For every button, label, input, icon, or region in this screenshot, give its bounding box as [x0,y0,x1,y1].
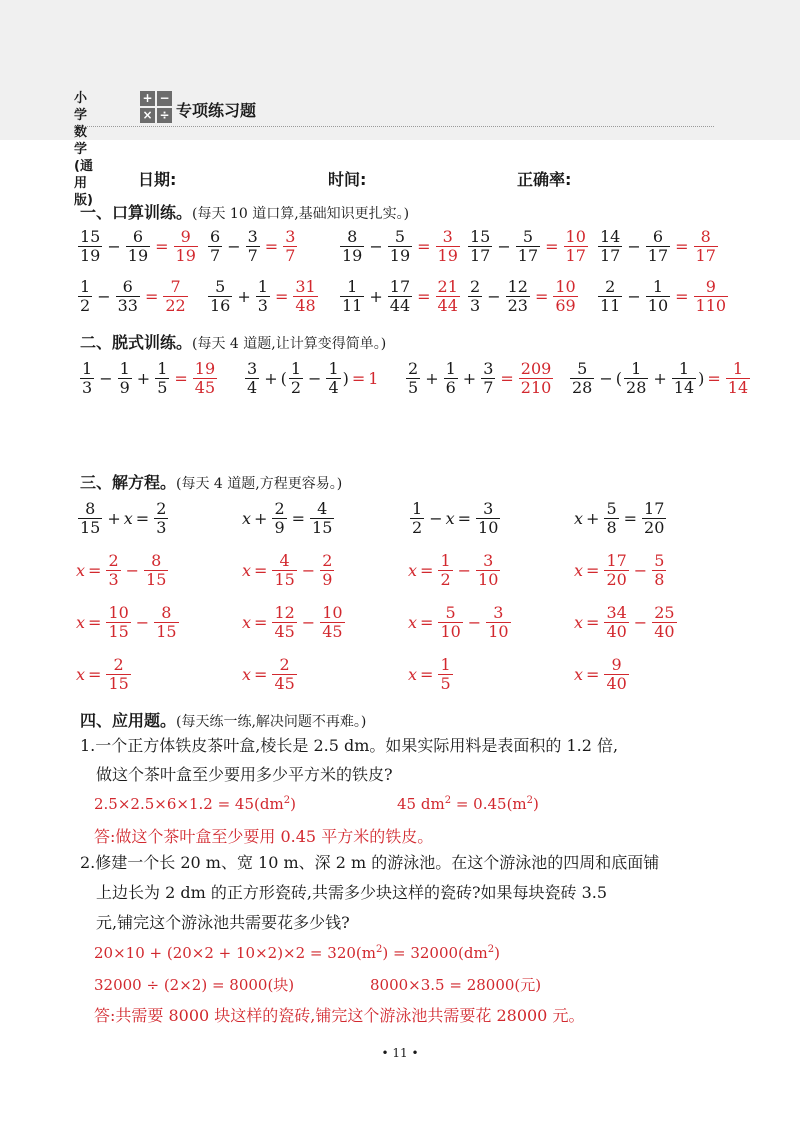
equation-step: x = $\frac{4}{15}$ − $\frac{2}{9}$ [242,551,333,589]
minus-icon: − [157,91,172,106]
answer: $\frac{9}{110}$ [695,277,727,315]
equation-step: x = $\frac{10}{15}$ − $\frac{8}{15}$ [76,603,177,641]
fraction: $\frac{10}{15}$ [108,603,129,641]
equation-step: x = $\frac{5}{10}$ − $\frac{3}{10}$ [408,603,509,641]
operator-icon-grid [140,91,172,123]
fraction: $\frac{1}{2}$ [440,551,451,589]
fraction: $\frac{5}{19}$ [389,227,411,265]
answer: $\frac{31}{48}$ [295,277,316,315]
header-title: 专项练习题 [176,101,257,120]
equation-step: x = $\frac{2}{15}$ [76,655,129,693]
fraction: $\frac{2}{3}$ [470,277,481,315]
answer: $\frac{3}{19}$ [437,227,458,265]
question-2-line-3: 元,铺完这个游泳池共需要花多少钱? [96,913,350,932]
oral-calc-item: $\frac{5}{16}$ + $\frac{1}{3}$ = $\frac{31}{48}$ [210,277,316,315]
fraction: $\frac{6}{7}$ [210,227,221,265]
oral-calc-item: $\frac{2}{11}$ − $\frac{1}{10}$ = $\frac{9}{110}$ [600,277,727,315]
fraction: $\frac{3}{10}$ [478,499,499,537]
fraction: $\frac{17}{20}$ [644,499,665,537]
fraction: $\frac{34}{40}$ [606,603,627,641]
fraction: $\frac{17}{44}$ [389,277,411,315]
fraction: $\frac{2}{9}$ [274,499,285,537]
fraction: $\frac{1}{3}$ [82,359,93,397]
fraction: $\frac{15}{19}$ [80,227,101,265]
question-2-line-2: 上边长为 2 dm 的正方形瓷砖,共需多少块这样的瓷砖?如果每块瓷砖 3.5 [96,883,608,902]
answer: $\frac{7}{22}$ [165,277,186,315]
equation-step: x = $\frac{1}{2}$ − $\frac{3}{10}$ [408,551,499,589]
equation-step: x = $\frac{17}{20}$ − $\frac{5}{8}$ [574,551,665,589]
fraction: $\frac{1}{5}$ [157,359,168,397]
expression-4: $\frac{5}{28}$ − ( $\frac{1}{28}$ + $\frac{1}{14}$ ) = $\frac{1}{14}$ [572,359,749,397]
fraction: $\frac{4}{15}$ [312,499,333,537]
question-2-line-1: 2.修建一个长 20 m、宽 10 m、深 2 m 的游泳池。在这个游泳池的四周和底面铺 [80,853,660,872]
oral-calc-item: $\frac{6}{7}$ − $\frac{3}{7}$ = $\frac{3}{7}$ [210,227,296,265]
fraction: $\frac{2}{15}$ [108,655,129,693]
section-4-heading: 四、应用题。(每天练一练,解决问题不再难。) [80,711,367,730]
fraction: $\frac{8}{15}$ [146,551,167,589]
fraction: $\frac{14}{17}$ [600,227,621,265]
fraction: $\frac{9}{40}$ [606,655,627,693]
fraction: $\frac{5}{8}$ [654,551,665,589]
fraction: $\frac{3}{4}$ [247,359,258,397]
fraction: $\frac{10}{45}$ [322,603,343,641]
fraction: $\frac{5}{16}$ [210,277,231,315]
fraction: $\frac{12}{23}$ [507,277,528,315]
fraction: $\frac{5}{28}$ [572,359,593,397]
answer: $\frac{209}{210}$ [520,359,552,397]
equation-step: x = $\frac{34}{40}$ − $\frac{25}{40}$ [574,603,675,641]
fraction: $\frac{1}{2}$ [290,359,302,397]
fraction: $\frac{8}{15}$ [80,499,101,537]
times-icon: × [140,108,155,123]
fraction: $\frac{1}{2}$ [412,499,423,537]
question-1-calc-1: $2.5\times 2.5\times 6\times 1.2 = 45(dm^2)$ [94,795,296,813]
fraction: $\frac{4}{15}$ [274,551,295,589]
answer: 1 [368,369,379,388]
fraction: $\frac{17}{20}$ [606,551,627,589]
fraction: $\frac{2}{9}$ [322,551,333,589]
fraction: $\frac{1}{28}$ [626,359,647,397]
fraction: $\frac{3}{7}$ [483,359,494,397]
fraction: $\frac{6}{33}$ [117,277,138,315]
fraction: $\frac{1}{6}$ [445,359,456,397]
fraction: $\frac{2}{11}$ [600,277,621,315]
fraction: $\frac{1}{4}$ [328,359,339,397]
answer: $\frac{19}{45}$ [194,359,216,397]
question-1-line-1: 1.一个正方体铁皮茶叶盒,棱长是 2.5 dm。如果实际用料是表面积的 1.2 倍, [80,736,619,755]
page-number: • 11 • [381,1046,419,1060]
fraction: $\frac{1}{9}$ [119,359,130,397]
equation-step: x = $\frac{9}{40}$ [574,655,627,693]
fraction: $\frac{2}{3}$ [108,551,119,589]
question-2-calc-2: 32000 ÷ (2×2) = 8000(块) [94,976,295,994]
expression-2: $\frac{3}{4}$ + ( $\frac{1}{2}$ − $\frac{1}{4}$ ) = 1 [247,359,379,397]
answer: $\frac{9}{19}$ [175,227,196,265]
answer: $\frac{3}{7}$ [285,227,296,265]
fraction: $\frac{3}{7}$ [247,227,258,265]
equation-problem: x + $\frac{2}{9}$ = $\frac{4}{15}$ [242,499,333,537]
header-band [0,0,800,140]
equation-step: x = $\frac{2}{45}$ [242,655,295,693]
answer: $\frac{8}{17}$ [695,227,716,265]
equation-problem: x + $\frac{5}{8}$ = $\frac{17}{20}$ [574,499,665,537]
oral-calc-item: $\frac{1}{11}$ + $\frac{17}{44}$ = $\frac{21}{44}$ [342,277,458,315]
question-1-line-2: 做这个茶叶盒至少要用多少平方米的铁皮? [96,765,393,784]
fraction: $\frac{1}{5}$ [440,655,451,693]
question-2-calc-3: 8000×3.5 = 28000(元) [370,976,542,994]
fraction: $\frac{2}{3}$ [156,499,167,537]
fraction: $\frac{15}{17}$ [470,227,491,265]
oral-calc-item: $\frac{14}{17}$ − $\frac{6}{17}$ = $\frac{8}{17}$ [600,227,716,265]
expression-1: $\frac{1}{3}$ − $\frac{1}{9}$ + $\frac{1}{5}$ = $\frac{19}{45}$ [82,359,216,397]
fraction: $\frac{1}{2}$ [80,277,91,315]
question-1-answer: 答:做这个茶叶盒至少要用 0.45 平方米的铁皮。 [94,827,434,846]
oral-calc-item: $\frac{15}{17}$ − $\frac{5}{17}$ = $\frac{10}{17}$ [470,227,586,265]
fraction: $\frac{1}{3}$ [257,277,268,315]
fraction: $\frac{1}{11}$ [342,277,363,315]
fraction: $\frac{6}{19}$ [127,227,149,265]
equation-step: x = $\frac{1}{5}$ [408,655,451,693]
question-1-calc-2: 45 $dm^2 = 0.45(m^2)$ [397,795,539,813]
answer: $\frac{1}{14}$ [727,359,749,397]
fraction: $\frac{5}{10}$ [440,603,461,641]
section-1-heading: 一、口算训练。(每天 10 道口算,基础知识更扎实。) [80,203,410,222]
question-2-calc-1: $20\times 10 + (20\times 2 + 10\times 2)\times 2 = 320(m^2) = 32000(dm^2)$ [94,944,500,962]
header-divider [74,126,714,127]
fraction: $\frac{1}{10}$ [647,277,669,315]
oral-calc-item: $\frac{8}{19}$ − $\frac{5}{19}$ = $\frac{3}{19}$ [342,227,458,265]
fraction: $\frac{1}{14}$ [673,359,695,397]
fraction: $\frac{12}{45}$ [274,603,295,641]
fraction: $\frac{5}{8}$ [606,499,617,537]
fraction: $\frac{8}{19}$ [342,227,363,265]
fraction: $\frac{3}{10}$ [478,551,499,589]
fraction: $\frac{2}{45}$ [274,655,295,693]
oral-calc-item: $\frac{1}{2}$ − $\frac{6}{33}$ = $\frac{7}{22}$ [80,277,186,315]
equation-step: x = $\frac{12}{45}$ − $\frac{10}{45}$ [242,603,343,641]
fraction: $\frac{5}{17}$ [517,227,539,265]
plus-icon: + [140,91,155,106]
question-2-answer: 答:共需要 8000 块这样的瓷砖,铺完这个游泳池共需要花 28000 元。 [94,1006,585,1025]
section-2-heading: 二、脱式训练。(每天 4 道题,让计算变得简单。) [80,333,387,352]
fraction: $\frac{8}{15}$ [156,603,177,641]
fraction: $\frac{6}{17}$ [647,227,669,265]
answer: $\frac{21}{44}$ [437,277,458,315]
time-label: 时间: [328,170,367,189]
fraction: $\frac{2}{5}$ [408,359,419,397]
section-3-heading: 三、解方程。(每天 4 道题,方程更容易。) [80,473,343,492]
date-label: 日期: [138,170,177,189]
expression-3: $\frac{2}{5}$ + $\frac{1}{6}$ + $\frac{3}{7}$ = $\frac{209}{210}$ [408,359,552,397]
oral-calc-item: $\frac{15}{19}$ − $\frac{6}{19}$ = $\frac{9}{19}$ [80,227,196,265]
equation-problem: $\frac{1}{2}$ − x = $\frac{3}{10}$ [412,499,499,537]
equation-step: x = $\frac{2}{3}$ − $\frac{8}{15}$ [76,551,167,589]
oral-calc-item: $\frac{2}{3}$ − $\frac{12}{23}$ = $\frac{10}{69}$ [470,277,576,315]
accuracy-label: 正确率: [517,170,572,189]
fraction: $\frac{3}{10}$ [488,603,509,641]
divide-icon: ÷ [157,108,172,123]
fraction: $\frac{25}{40}$ [654,603,675,641]
answer: $\frac{10}{69}$ [555,277,576,315]
series-name: 小学数学 (通用版) [74,91,93,208]
answer: $\frac{10}{17}$ [565,227,586,265]
equation-problem: $\frac{8}{15}$ + x = $\frac{2}{3}$ [80,499,167,537]
